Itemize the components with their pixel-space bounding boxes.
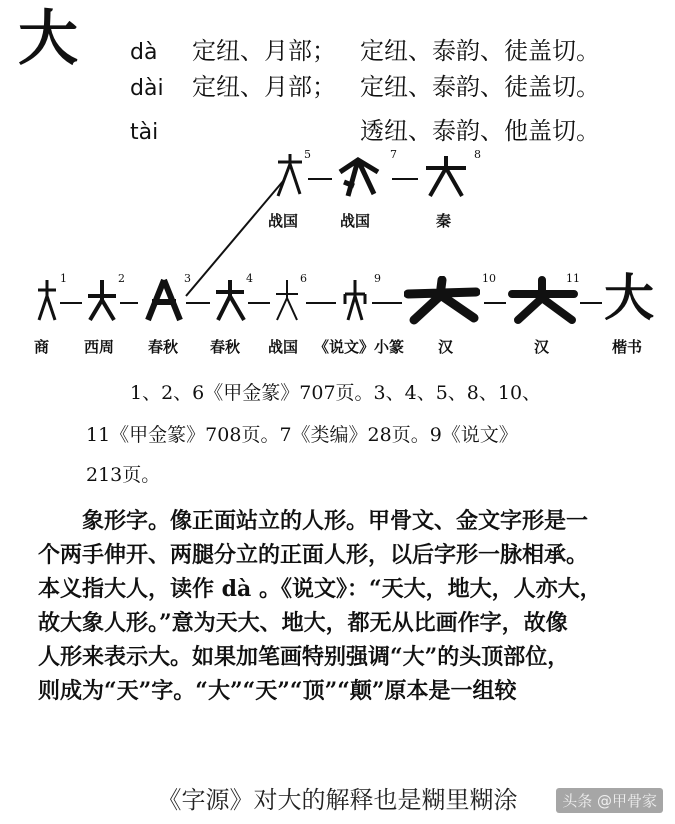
- form-number: 7: [390, 148, 397, 161]
- era-label: 《说文》小篆: [314, 338, 405, 356]
- glyph-form-10: [404, 276, 480, 326]
- watermark: 头条 @甲骨家: [556, 788, 663, 813]
- form-number: 11: [566, 272, 580, 285]
- form-number: 9: [374, 272, 381, 285]
- era-label: 战国: [268, 212, 299, 230]
- glyph-form-4: [212, 276, 248, 326]
- glyph-form-2: [84, 276, 120, 326]
- era-label: 春秋: [148, 338, 179, 356]
- era-label: 战国: [340, 212, 371, 230]
- explanation-paragraph: [38, 504, 668, 708]
- reading-group2: 定纽、泰韵、徒盖切。: [360, 73, 600, 101]
- image-caption: 《字源》对大的解释也是糊里糊涂: [157, 786, 518, 814]
- dash: [484, 302, 506, 304]
- form-number: 6: [300, 272, 307, 285]
- era-label: 汉: [438, 338, 454, 356]
- paragraph-line: 本义指大人，读作 dà 。《说文》：“天大，地大，人亦大，: [38, 576, 602, 602]
- form-number: 2: [118, 272, 125, 285]
- dash: [392, 178, 418, 180]
- era-label: 商: [34, 338, 50, 356]
- era-label: 春秋: [210, 338, 241, 356]
- reading-group2: 定纽、泰韵、徒盖切。: [360, 37, 600, 65]
- headword-character: 大: [18, 4, 78, 74]
- reading-pinyin: dà: [130, 40, 158, 65]
- era-label: 楷书: [612, 338, 643, 356]
- glyph-form-9: [340, 276, 370, 326]
- reference-line: 11《甲金篆》708页。7《类编》28页。9《说文》: [86, 424, 518, 446]
- reading-pinyin: tài: [130, 120, 159, 145]
- form-number: 5: [304, 148, 311, 161]
- glyph-form-3: [142, 276, 186, 326]
- glyph-form-7: [334, 152, 384, 200]
- dash: [248, 302, 270, 304]
- paragraph-line: 象形字。像正面站立的人形。甲骨文、金文字形是一: [82, 508, 589, 534]
- form-number: 1: [60, 272, 67, 285]
- reading-group1: 定纽、月部；: [192, 37, 336, 65]
- paragraph-line: 人形来表示大。如果加笔画特别强调“大”的头顶部位，: [38, 644, 570, 670]
- paragraph-line: 故大象人形。”意为天大、地大，都无从比画作字，故像: [38, 610, 568, 636]
- dash: [60, 302, 82, 304]
- era-label: 秦: [436, 212, 452, 230]
- glyph-kaishu: 大: [604, 268, 654, 327]
- era-label: 战国: [268, 338, 299, 356]
- form-number: 3: [184, 272, 191, 285]
- reference-line: 213页。: [86, 464, 161, 486]
- dash: [186, 302, 210, 304]
- era-label: 西周: [84, 338, 115, 356]
- paragraph-line: 则成为“天”字。“大”“天”“顶”“颠”原本是一组较: [38, 678, 517, 704]
- dash: [308, 178, 332, 180]
- dash: [580, 302, 602, 304]
- form-number: 4: [246, 272, 253, 285]
- glyph-form-8: [422, 152, 470, 200]
- dash: [120, 302, 138, 304]
- glyph-form-1: [34, 276, 60, 326]
- form-number: 10: [482, 272, 496, 285]
- form-number: 8: [474, 148, 481, 161]
- reading-pinyin: dài: [130, 76, 164, 101]
- reference-line: 1、2、6《甲金篆》707页。3、4、5、8、10、: [130, 382, 542, 404]
- glyph-form-6: [272, 276, 302, 326]
- paragraph-line: 个两手伸开、两腿分立的正面人形，以后字形一脉相承。: [38, 542, 589, 568]
- reading-group1: 定纽、月部；: [192, 73, 336, 101]
- era-label: 汉: [534, 338, 550, 356]
- dash: [372, 302, 402, 304]
- reading-group2: 透纽、泰韵、他盖切。: [360, 117, 600, 145]
- dash: [306, 302, 336, 304]
